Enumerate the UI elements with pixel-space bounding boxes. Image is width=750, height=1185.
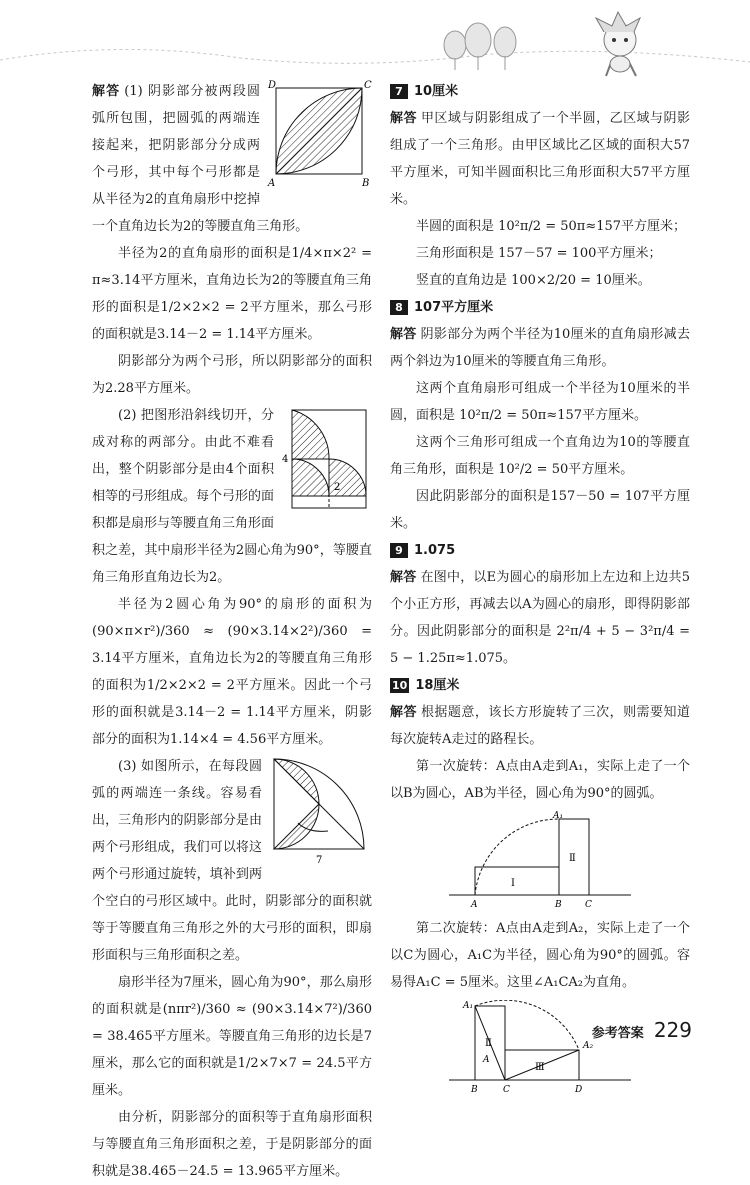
paragraph: 因此阴影部分的面积是157－50 = 107平方厘米。 (390, 489, 690, 531)
left-column (92, 78, 372, 1185)
page-number: 229 (653, 1018, 692, 1042)
label-D: D (268, 80, 277, 91)
paragraph: 解答 甲区域与阴影组成了一个半圆，乙区域与阴影组成了一个三角形。由甲区域比乙区域的面积大57平方厘米，可知半圆面积比三角形面积大57平方厘米。 (390, 111, 690, 207)
header-decoration (0, 0, 750, 82)
paragraph: 半径为2的直角扇形的面积是1/4×π×2² = π≈3.14平方厘米，直角边长为2的等腰直角三角形的面积是1/2×2×2 = 2平方厘米，那么弓形的面积就是3.14－2 = 1.14平方厘米。 (92, 246, 372, 342)
question-number: 7 (390, 84, 408, 99)
page-footer (592, 1018, 692, 1042)
label-region-II: Ⅱ (485, 1038, 492, 1049)
figure-rotation-2 (445, 1000, 635, 1096)
label-region-I: Ⅰ (511, 878, 515, 889)
paragraph: 解答 阴影部分为两个半径为10厘米的直角扇形减去两个斜边为10厘米的等腰直角三角形。 (390, 327, 690, 369)
label-region-III: Ⅲ (535, 1062, 545, 1073)
label-A2: A₂ (583, 1041, 594, 1051)
side-label: 4 (282, 454, 289, 465)
answer-label: 解答 (92, 84, 121, 99)
tree-icon (494, 27, 516, 70)
paragraph: 阴影部分为两个弓形，所以阴影部分的面积为2.28平方厘米。 (92, 354, 372, 396)
right-column (390, 78, 690, 1100)
question-number: 10 (392, 679, 408, 692)
paragraph: 解答 (1) 阴影部分被两段圆弧所包围，把圆弧的两端连接起来，把阴影部分分成两个弓形，其中每个弓形都是从半径为2的直角扇形中挖掉一个直角边长为2的等腰直角三角形。 (92, 84, 309, 234)
paragraph: 这两个直角扇形可组成一个半径为10厘米的半圆，面积是 10²π/2 = 50π≈157平方厘米。 (390, 381, 690, 423)
label-A1: A₁ (463, 1001, 474, 1011)
inner-label: 2 (334, 482, 341, 493)
section-label: 参考答案 (591, 1026, 644, 1041)
label-A: A (471, 900, 478, 910)
paragraph: 解答 在图中，以E为圆心的扇形加上左边和上边共5个小正方形，再减去以A为圆心的扇形，即得阴影部分。因此阴影部分的面积是 2²π/4 + 5 − 3²π/4 = 5 − 1.25π≈1.075。 (390, 570, 690, 666)
figure-square-arcs (266, 78, 372, 190)
question-heading: 8 107平方厘米 (390, 294, 690, 321)
paragraph: 扇形半径为7厘米，圆心角为90°，那么扇形的面积就是(nπr²)/360 ≈ (90×3.14×7²)/360 = 38.465平方厘米。等腰直角三角形的边长是7厘米，那么它的面积就是1/2×7×7 = 24.5平方厘米。 (92, 975, 372, 1098)
label-C: C (585, 900, 592, 910)
paragraph: (2) 把图形沿斜线切开，分成对称的两部分。由此不难看出，整个阴影部分是由4个面积相等的弓形组成。每个弓形的面积都是扇形与等腰直角三角形面积之差，其中扇形半径为2圆心角为90°，等腰直角三角形直角边长为2。 (92, 408, 372, 585)
question-number: 9 (390, 543, 408, 558)
equation-line: 半圆的面积是 10²π/2 = 50π≈157平方厘米； (416, 219, 687, 234)
question-number: 8 (390, 300, 408, 315)
paragraph: 第一次旋转：A点由A走到A₁，实际上走了一个以B为圆心，AB为半径，圆心角为90°的圆弧。 (390, 759, 690, 801)
paragraph: 由分析，阴影部分的面积等于直角扇形面积与等腰直角三角形面积之差，于是阴影部分的面积就是38.465－24.5 = 13.965平方厘米。 (92, 1110, 372, 1179)
paragraph: 解答 根据题意，该长方形旋转了三次，则需要知道每次旋转A走过的路程长。 (390, 705, 690, 747)
label-B: B (362, 178, 370, 189)
question-heading: 7 10厘米 (390, 78, 690, 105)
paragraph: (3) 如图所示，在每段圆弧的两端连一条线。容易看出，三角形内的阴影部分是由两个弓形组成，我们可以将这两个弓形通过旋转，填补到两个空白的弓形区域中。此时，阴影部分的面积就等于等腰直角三角形之外的大弓形的面积，即扇形面积与三角形面积之差。 (92, 759, 372, 963)
question-heading: 9 1.075 (390, 537, 690, 564)
paragraph: 半径为2圆心角为90°的扇形的面积为(90×π×r²)/360 ≈ (90×3.14×2²)/360 = 3.14平方厘米，直角边长为2的等腰直角三角形的面积为1/2×2×2 = 2平方厘米。因此一个弓形的面积就是3.14－2 = 1.14平方厘米，阴影部分的面积为1.14×4 = 4.56平方厘米。 (92, 597, 372, 747)
label-B: B (555, 900, 562, 910)
label-A1: A₁ (553, 811, 564, 821)
equation-line: 竖直的直角边是 100×2/20 = 10厘米。 (416, 273, 651, 288)
label-B: B (471, 1085, 478, 1095)
figure-sector-triangle (268, 753, 372, 865)
figure-rotation-1 (445, 811, 635, 911)
label-C: C (364, 80, 372, 91)
label-region-II: Ⅱ (569, 853, 576, 864)
equation-line: 三角形面积是 157－57 = 100平方厘米； (416, 246, 662, 261)
tree-icon (444, 31, 466, 70)
question-heading: 10 18厘米 (392, 678, 460, 693)
tree-icon (465, 23, 491, 70)
cartoon-character-icon (596, 12, 640, 76)
label-A: A (268, 178, 276, 189)
side-label: 7 (316, 855, 323, 865)
label-C: C (503, 1085, 510, 1095)
paragraph: 第二次旋转：A点由A走到A₂，实际上走了一个以C为圆心，A₁C为半径，圆心角为90°的圆弧。容易得A₁C = 5厘米。这里∠A₁CA₂为直角。 (390, 921, 690, 990)
paragraph: 这两个三角形可组成一个直角边为10的等腰直角三角形，面积是 10²/2 = 50平方厘米。 (390, 435, 690, 477)
label-D: D (575, 1085, 583, 1095)
figure-four-segments (280, 402, 372, 518)
label-A: A (483, 1055, 490, 1065)
